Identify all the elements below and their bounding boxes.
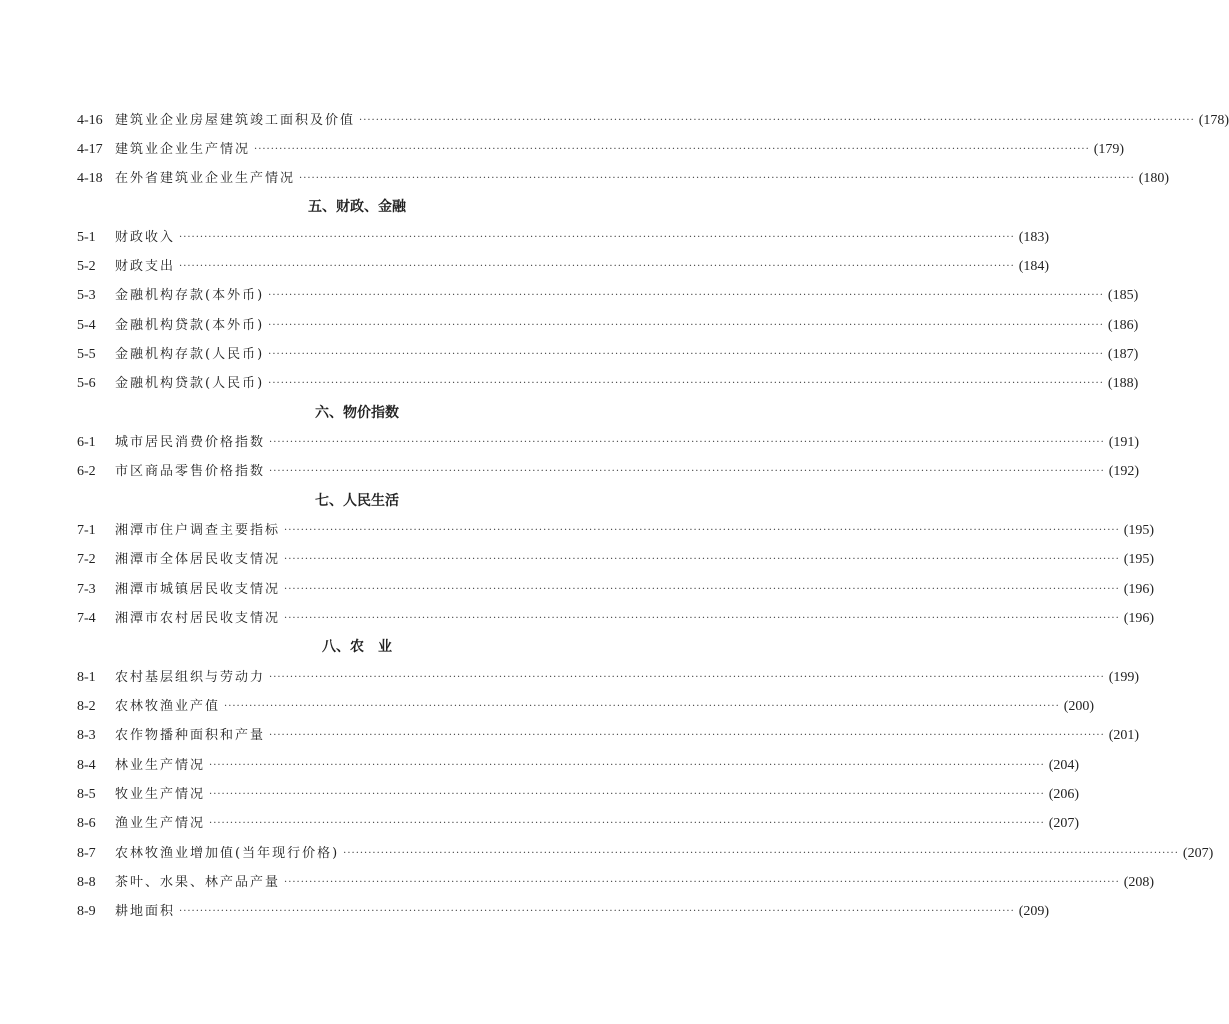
dot-leader: ········································································································································································································ (269, 466, 1105, 478)
entry-page: (207) (1048, 816, 1080, 832)
entry-number: 4-17 (77, 141, 103, 157)
dot-leader: ········································································································································································································ (254, 143, 1090, 155)
dot-leader: ········································································································································································································ (268, 319, 1104, 331)
entry-number: 8-6 (77, 816, 96, 832)
entry-page: (187) (1107, 347, 1139, 363)
entry-number: 8-5 (77, 787, 96, 803)
toc-entry[interactable] (77, 751, 1080, 780)
entry-page: (209) (1018, 904, 1050, 920)
entry-page: (208) (1123, 875, 1155, 891)
dot-leader: ········································································································································································································ (179, 261, 1015, 273)
entry-title: 耕地面积 (115, 904, 176, 920)
toc-entry[interactable] (77, 839, 1214, 868)
entry-title: 湘潭市农村居民收支情况 (115, 611, 281, 627)
entry-number: 8-9 (77, 904, 96, 920)
toc-entry[interactable] (77, 692, 1095, 721)
table-of-contents (77, 106, 1229, 927)
dot-leader: ········································································································································································································ (268, 378, 1104, 390)
entry-number: 4-16 (77, 112, 103, 128)
toc-entry[interactable] (77, 663, 1140, 692)
section-heading: 七、人民生活 (315, 492, 399, 509)
dot-leader: ········································································································································································································ (268, 349, 1104, 361)
entry-number: 8-2 (77, 699, 96, 715)
entry-number: 4-18 (77, 171, 103, 187)
toc-entry[interactable] (77, 369, 1139, 398)
entry-number: 6-2 (77, 464, 96, 480)
entry-title: 茶叶、水果、林产品产量 (115, 875, 281, 891)
entry-title: 金融机构贷款(人民币) (115, 376, 265, 392)
entry-number: 8-4 (77, 757, 96, 773)
entry-title: 农作物播种面积和产量 (115, 728, 266, 744)
entry-title: 城市居民消费价格指数 (115, 435, 266, 451)
entry-number: 7-2 (77, 552, 96, 568)
dot-leader: ········································································································································································································ (284, 554, 1120, 566)
entry-page: (196) (1123, 611, 1155, 627)
toc-entry[interactable] (77, 575, 1155, 604)
entry-title: 市区商品零售价格指数 (115, 464, 266, 480)
dot-leader: ········································································································································································································ (179, 231, 1015, 243)
toc-entry[interactable] (77, 545, 1155, 574)
entry-number: 5-3 (77, 288, 96, 304)
toc-entry[interactable] (77, 281, 1139, 310)
entry-title: 财政收入 (115, 229, 176, 245)
dot-leader: ········································································································································································································ (284, 613, 1120, 625)
entry-title: 财政支出 (115, 259, 176, 275)
entry-page: (206) (1048, 787, 1080, 803)
entry-page: (207) (1182, 845, 1214, 861)
dot-leader: ········································································································································································································ (284, 583, 1120, 595)
entry-title: 湘潭市全体居民收支情况 (115, 552, 281, 568)
dot-leader: ········································································································································································································ (359, 114, 1195, 126)
entry-number: 7-4 (77, 611, 96, 627)
entry-title: 湘潭市城镇居民收支情况 (115, 581, 281, 597)
toc-entry[interactable] (77, 252, 1050, 281)
entry-number: 6-1 (77, 435, 96, 451)
toc-entry[interactable] (77, 897, 1050, 926)
entry-page: (201) (1108, 728, 1140, 744)
dot-leader: ········································································································································································································ (224, 701, 1060, 713)
dot-leader: ········································································································································································································ (343, 847, 1179, 859)
section-heading: 八、农 业 (322, 639, 392, 656)
entry-number: 5-1 (77, 229, 96, 245)
dot-leader: ········································································································································································································ (268, 290, 1104, 302)
entry-title: 农林牧渔业产值 (115, 699, 221, 715)
dot-leader: ········································································································································································································ (269, 671, 1105, 683)
entry-number: 8-7 (77, 845, 96, 861)
entry-page: (195) (1123, 523, 1155, 539)
toc-entry[interactable] (77, 868, 1155, 897)
dot-leader: ········································································································································································································ (269, 437, 1105, 449)
entry-number: 5-6 (77, 376, 96, 392)
toc-entry[interactable] (77, 164, 1170, 193)
dot-leader: ········································································································································································································ (209, 759, 1045, 771)
entry-page: (204) (1048, 757, 1080, 773)
entry-title: 金融机构存款(人民币) (115, 347, 265, 363)
entry-number: 8-3 (77, 728, 96, 744)
entry-title: 农林牧渔业增加值(当年现行价格) (115, 845, 340, 861)
entry-page: (178) (1198, 112, 1229, 128)
entry-page: (200) (1063, 699, 1095, 715)
entry-number: 5-5 (77, 347, 96, 363)
toc-entry[interactable] (77, 135, 1125, 164)
entry-page: (185) (1107, 288, 1139, 304)
entry-number: 5-2 (77, 259, 96, 275)
toc-entry[interactable] (77, 604, 1155, 633)
entry-title: 林业生产情况 (115, 757, 206, 773)
dot-leader: ········································································································································································································ (209, 789, 1045, 801)
entry-page: (192) (1108, 464, 1140, 480)
entry-page: (179) (1093, 141, 1125, 157)
toc-entry[interactable] (77, 457, 1140, 486)
toc-entry[interactable] (77, 780, 1080, 809)
entry-page: (186) (1107, 317, 1139, 333)
entry-number: 8-1 (77, 669, 96, 685)
entry-title: 农村基层组织与劳动力 (115, 669, 266, 685)
toc-entry[interactable] (77, 428, 1140, 457)
dot-leader: ········································································································································································································ (179, 906, 1015, 918)
entry-title: 渔业生产情况 (115, 816, 206, 832)
toc-entry[interactable] (77, 223, 1050, 252)
entry-title: 在外省建筑业企业生产情况 (115, 171, 296, 187)
entry-page: (191) (1108, 435, 1140, 451)
toc-entry[interactable] (77, 311, 1139, 340)
entry-page: (199) (1108, 669, 1140, 685)
entry-page: (188) (1107, 376, 1139, 392)
section-heading: 六、物价指数 (315, 404, 399, 421)
dot-leader: ········································································································································································································ (284, 877, 1120, 889)
entry-title: 金融机构存款(本外币) (115, 288, 265, 304)
dot-leader: ········································································································································································································ (299, 173, 1135, 185)
dot-leader: ········································································································································································································ (209, 818, 1045, 830)
entry-number: 8-8 (77, 875, 96, 891)
entry-page: (195) (1123, 552, 1155, 568)
entry-number: 7-3 (77, 581, 96, 597)
entry-page: (196) (1123, 581, 1155, 597)
section-heading: 五、财政、金融 (308, 199, 406, 216)
entry-page: (184) (1018, 259, 1050, 275)
toc-entry[interactable] (77, 340, 1139, 369)
entry-page: (183) (1018, 229, 1050, 245)
toc-entry[interactable] (77, 809, 1080, 838)
entry-page: (180) (1138, 171, 1170, 187)
toc-entry[interactable] (77, 721, 1140, 750)
entry-title: 建筑业企业房屋建筑竣工面积及价值 (115, 112, 356, 128)
toc-entry[interactable] (77, 106, 1229, 135)
entry-number: 5-4 (77, 317, 96, 333)
entry-title: 金融机构贷款(本外币) (115, 317, 265, 333)
dot-leader: ········································································································································································································ (269, 730, 1105, 742)
entry-number: 7-1 (77, 523, 96, 539)
entry-title: 建筑业企业生产情况 (115, 141, 251, 157)
dot-leader: ········································································································································································································ (284, 525, 1120, 537)
entry-title: 湘潭市住户调查主要指标 (115, 523, 281, 539)
toc-entry[interactable] (77, 516, 1155, 545)
entry-title: 牧业生产情况 (115, 787, 206, 803)
